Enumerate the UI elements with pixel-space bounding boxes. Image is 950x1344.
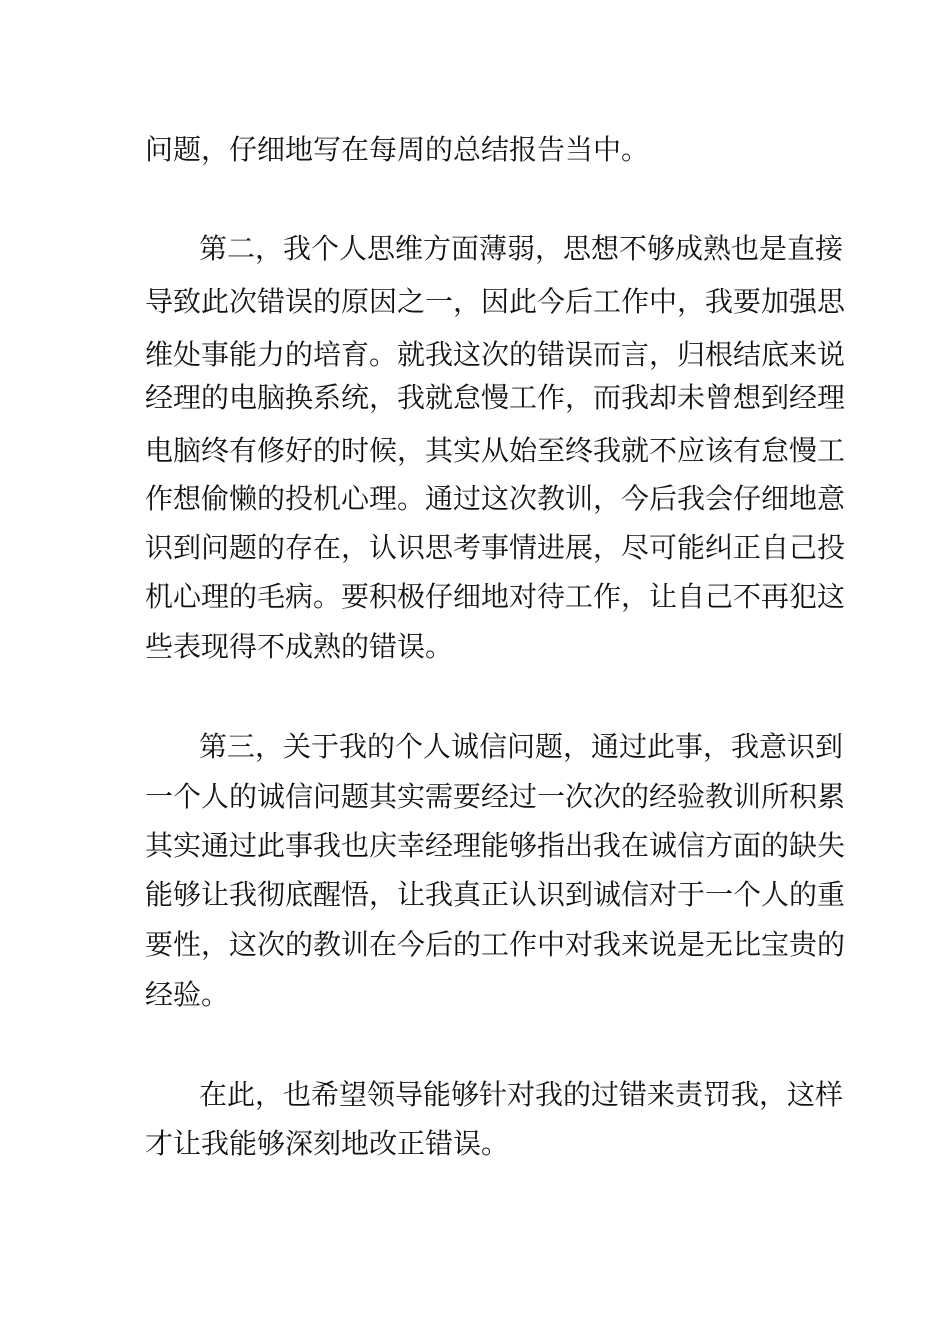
text-line: 维处事能力的培育。就我这次的错误而言，归根结底来说 bbox=[145, 338, 846, 371]
text-line: 一个人的诚信问题其实需要经过一次次的经验教训所积累 bbox=[145, 780, 846, 813]
text-line: 第三，关于我的个人诚信问题，通过此事，我意识到 bbox=[199, 730, 844, 763]
text-line: 其实通过此事我也庆幸经理能够指出我在诚信方面的缺失 bbox=[145, 829, 846, 862]
text-line: 作想偷懒的投机心理。通过这次教训，今后我会仔细地意 bbox=[145, 482, 846, 515]
text-line: 要性，这次的教训在今后的工作中对我来说是无比宝贵的 bbox=[145, 928, 846, 961]
text-line: 机心理的毛病。要积极仔细地对待工作，让自己不再犯这 bbox=[145, 580, 846, 613]
text-line: 问题，仔细地写在每周的总结报告当中。 bbox=[145, 133, 650, 166]
text-line: 些表现得不成熟的错误。 bbox=[145, 630, 454, 663]
text-line: 经验。 bbox=[145, 978, 230, 1011]
text-line: 在此，也希望领导能够针对我的过错来责罚我，这样 bbox=[199, 1078, 844, 1111]
text-line: 导致此次错误的原因之一，因此今后工作中，我要加强思 bbox=[145, 285, 846, 318]
text-line: 电脑终有修好的时候，其实从始至终我就不应该有怠慢工 bbox=[145, 434, 846, 467]
text-line: 识到问题的存在，认识思考事情进展，尽可能纠正自己投 bbox=[145, 531, 846, 564]
text-line: 第二，我个人思维方面薄弱，思想不够成熟也是直接 bbox=[199, 232, 844, 265]
text-line: 能够让我彻底醒悟，让我真正认识到诚信对于一个人的重 bbox=[145, 878, 846, 911]
text-line: 经理的电脑换系统，我就怠慢工作，而我却未曾想到经理 bbox=[145, 381, 846, 414]
text-line: 才让我能够深刻地改正错误。 bbox=[145, 1127, 510, 1160]
